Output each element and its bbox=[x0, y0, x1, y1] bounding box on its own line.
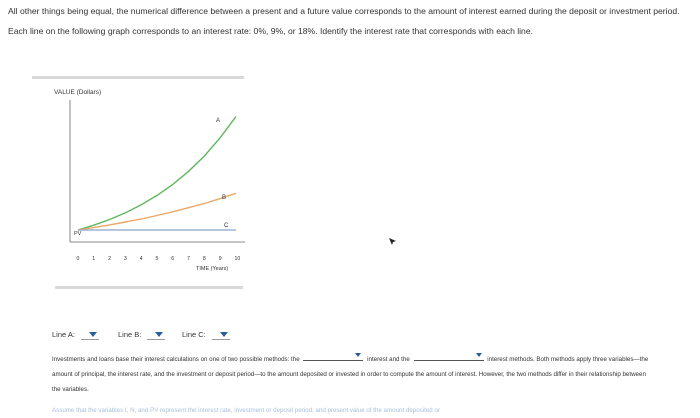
x-tick-label: 7 bbox=[187, 256, 190, 262]
line-c-select[interactable] bbox=[182, 330, 230, 340]
question-intro: All other things being equal, the numerical difference between a present and a future value corresponds to the amount of interest earned during the deposit or investment period. Each line on the following graph corresponds to an interest rate: 0%, 9%, or 18%. Identify the interest rate that corresponds with each line. bbox=[8, 6, 680, 36]
x-tick-label: 2 bbox=[108, 256, 111, 262]
chevron-down-icon bbox=[220, 332, 228, 337]
pv-label: PV bbox=[74, 231, 82, 237]
x-tick-label: 6 bbox=[171, 256, 175, 262]
paragraph-part2: interest and the bbox=[367, 356, 410, 363]
x-tick-label: 9 bbox=[218, 256, 222, 262]
series-line-a bbox=[78, 117, 236, 230]
chevron-down-icon bbox=[89, 332, 97, 337]
chevron-down-icon bbox=[476, 353, 482, 357]
x-tick-label: 0 bbox=[76, 256, 80, 262]
line-a-dropdown[interactable] bbox=[81, 330, 99, 340]
chevron-down-icon bbox=[155, 332, 163, 337]
y-axis-label: VALUE (Dollars) bbox=[54, 89, 102, 96]
x-tick-label: 10 bbox=[234, 256, 241, 262]
mouse-pointer-icon bbox=[388, 237, 398, 247]
interest-chart bbox=[40, 82, 250, 278]
x-axis-label: TIME (Years) bbox=[196, 266, 229, 272]
line-b-dropdown[interactable] bbox=[147, 330, 165, 340]
series-line-b bbox=[78, 193, 236, 230]
x-tick-label: 5 bbox=[155, 256, 159, 262]
series-label-b: B bbox=[222, 195, 227, 201]
next-question-text: Assume that the variables I, N, and PV represent the interest rate, investment or deposit period, and present value of the amount deposited or bbox=[52, 407, 440, 414]
method-1-dropdown[interactable] bbox=[303, 353, 363, 361]
x-tick-label: 4 bbox=[139, 256, 143, 262]
line-a-label: Line A: bbox=[52, 330, 75, 339]
x-tick-layer bbox=[77, 256, 241, 262]
paragraph-part1: Investments and loans base their interest calculations on one of two possible methods: the bbox=[52, 356, 300, 363]
line-c-label: Line C: bbox=[182, 330, 206, 339]
series-layer bbox=[78, 117, 236, 230]
x-tick-label: 8 bbox=[202, 256, 206, 262]
paragraph-part3: interest methods. Both methods apply three variables—the amount of principal, the interest rate, and the investment or deposit period—to the amount deposited or invested in order to compute the amount of interest. However, the two methods differ in their relationship between the variables. bbox=[52, 356, 649, 393]
x-tick-label: 1 bbox=[92, 256, 96, 262]
line-b-label: Line B: bbox=[118, 330, 142, 339]
chevron-down-icon bbox=[355, 353, 361, 357]
series-label-a: A bbox=[216, 118, 221, 124]
line-b-select[interactable] bbox=[118, 330, 165, 340]
methods-paragraph bbox=[52, 352, 652, 397]
panel-divider-top bbox=[32, 76, 244, 79]
method-2-dropdown[interactable] bbox=[414, 353, 484, 361]
x-tick-label: 3 bbox=[123, 256, 127, 262]
line-a-select[interactable] bbox=[52, 330, 99, 340]
line-c-dropdown[interactable] bbox=[212, 330, 230, 340]
series-label-c: C bbox=[224, 223, 229, 229]
panel-divider-bottom bbox=[55, 286, 243, 289]
